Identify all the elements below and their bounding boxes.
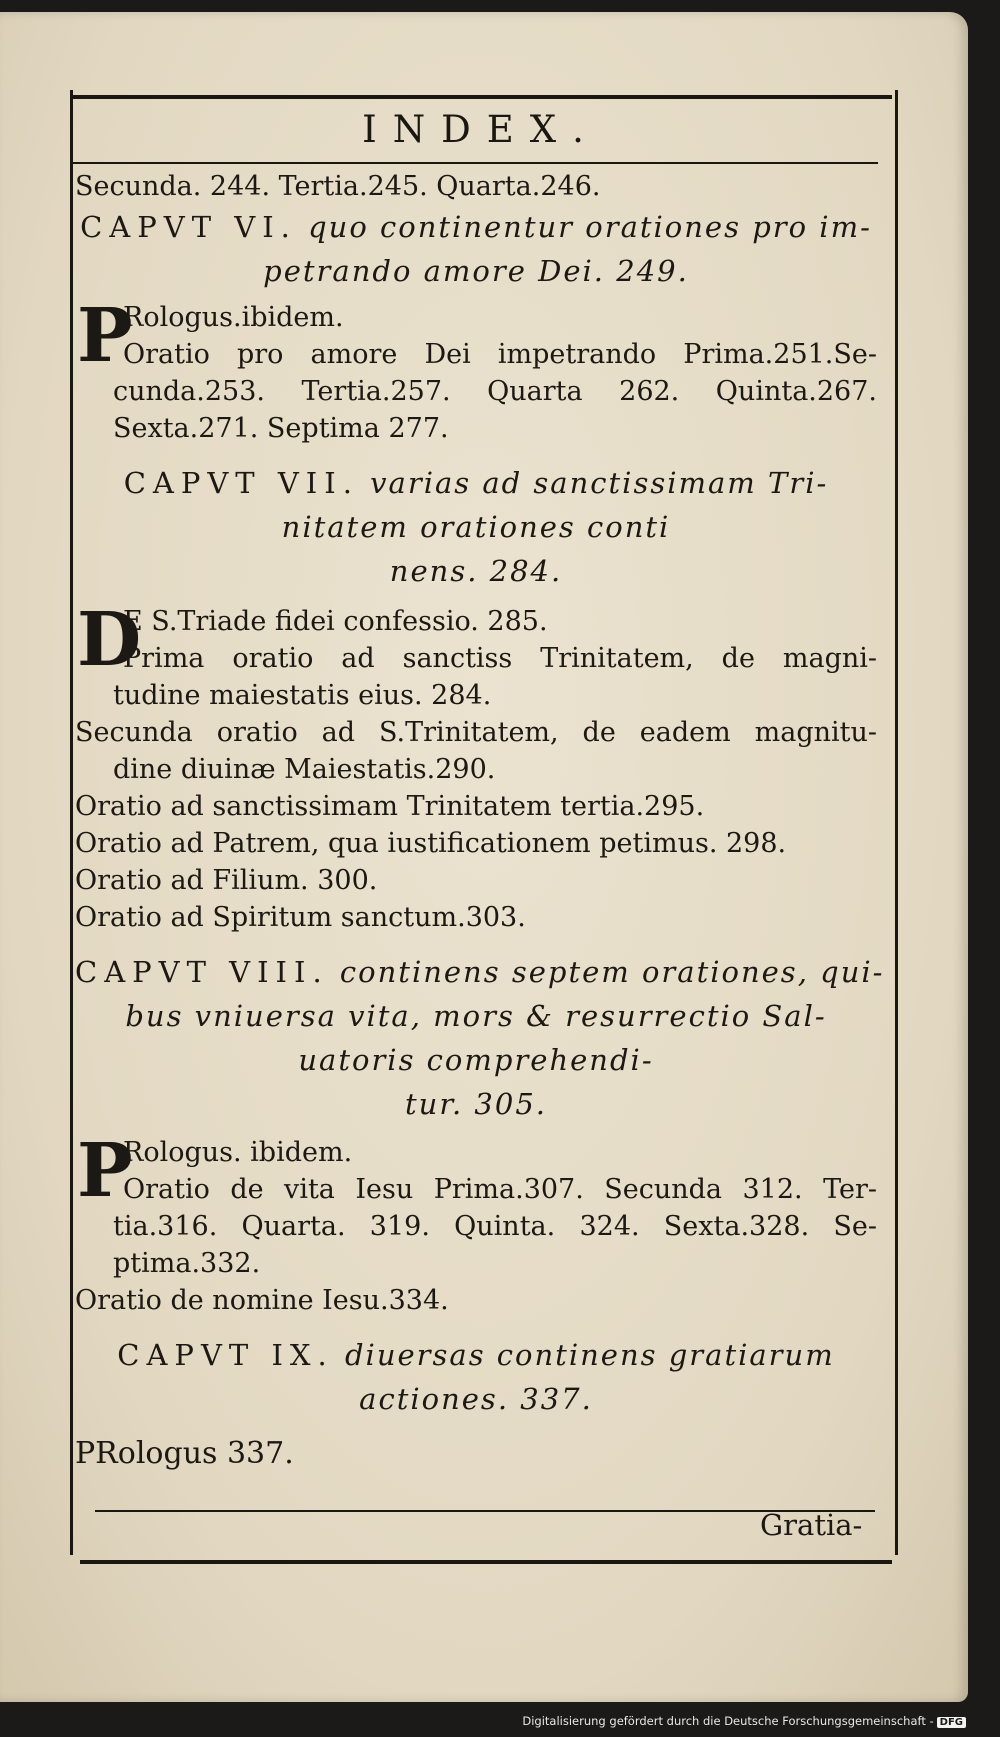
- index-line: Prima oratio ad sanctiss Trinitatem, de magni-: [123, 643, 877, 674]
- drop-cap: P: [77, 1128, 133, 1214]
- dfg-logo: DFG: [937, 1717, 966, 1728]
- chapter-title-cont: uatoris comprehendi-: [298, 1043, 654, 1077]
- chapter-title-cont: bus vniuersa vita, mors & resurrectio Sal-: [125, 999, 827, 1033]
- entry-block: [75, 1128, 877, 1282]
- chapter-heading-7: [75, 461, 877, 505]
- index-line: tudine maiestatis eius. 284.: [113, 680, 492, 711]
- chapter-heading-9: [75, 1333, 877, 1377]
- chapter-title: continens septem orationes, qui-: [339, 955, 885, 989]
- digitization-credit: [522, 1714, 966, 1728]
- chapter-title-cont: nens. 284.: [389, 554, 563, 588]
- index-line: Oratio ad Patrem, qua iustificationem petimus. 298.: [75, 828, 787, 859]
- index-content: [75, 168, 885, 1472]
- header-rule: [70, 162, 878, 164]
- index-line: dine diuinæ Maiestatis.290.: [113, 754, 496, 785]
- index-line: PRologus 337.: [75, 1436, 294, 1471]
- footer-rule: [95, 1510, 875, 1512]
- index-line: Oratio de vita Iesu Prima.307. Secunda 312. Ter-: [123, 1174, 877, 1205]
- chapter-heading-8: [75, 950, 885, 994]
- index-line: Oratio ad sanctissimam Trinitatem tertia.295.: [75, 791, 705, 822]
- index-line: cunda.253. Tertia.257. Quarta 262. Quinta.267.: [113, 376, 877, 407]
- index-line: Rologus. ibidem.: [123, 1137, 353, 1168]
- bottom-rule: [80, 1560, 892, 1564]
- chapter-title-cont: tur. 305.: [404, 1087, 547, 1121]
- chapter-title: quo continentur orationes pro im-: [308, 210, 872, 244]
- chapter-label: CAPVT IX.: [117, 1338, 334, 1372]
- index-line: Secunda oratio ad S.Trinitatem, de eadem magnitu-: [75, 717, 877, 748]
- credit-text: Digitalisierung gefördert durch die Deutsche Forschungsgemeinschaft -: [522, 1714, 934, 1728]
- index-line: Oratio ad Spiritum sanctum.303.: [75, 902, 526, 933]
- index-line: Rologus.ibidem.: [123, 302, 344, 333]
- catchword: Gratia-: [760, 1508, 863, 1542]
- index-line: Oratio de nomine Iesu.334.: [75, 1285, 449, 1316]
- chapter-label: CAPVT VII.: [123, 466, 359, 500]
- chapter-label: CAPVT VI.: [80, 210, 297, 244]
- chapter-title: diuersas continens gratiarum: [344, 1338, 835, 1372]
- chapter-title-cont: petrando amore Dei. 249.: [263, 254, 689, 288]
- drop-cap: P: [77, 293, 133, 379]
- entry-block: [75, 293, 877, 447]
- running-head: INDEX.: [362, 108, 600, 151]
- chapter-heading-6: [75, 205, 877, 249]
- chapter-title: varias ad sanctissimam Tri-: [370, 466, 829, 500]
- index-line: ptima.332.: [113, 1248, 261, 1279]
- index-line: Oratio pro amore Dei impetrando Prima.251.Se-: [123, 339, 877, 370]
- chapter-label: CAPVT VIII.: [75, 955, 329, 989]
- index-line: Oratio ad Filium. 300.: [75, 865, 378, 896]
- index-line: Secunda. 244. Tertia.245. Quarta.246.: [75, 171, 601, 202]
- index-line: tia.316. Quarta. 319. Quinta. 324. Sexta.328. Se-: [113, 1211, 877, 1242]
- chapter-title-cont: actiones. 337.: [359, 1382, 593, 1416]
- top-rule: [70, 95, 892, 99]
- drop-cap: D: [77, 597, 142, 683]
- index-line: Sexta.271. Septima 277.: [113, 413, 449, 444]
- index-line: E S.Triade fidei confessio. 285.: [123, 606, 548, 637]
- entry-block: [75, 597, 877, 714]
- chapter-title-cont: nitatem orationes conti: [281, 510, 671, 544]
